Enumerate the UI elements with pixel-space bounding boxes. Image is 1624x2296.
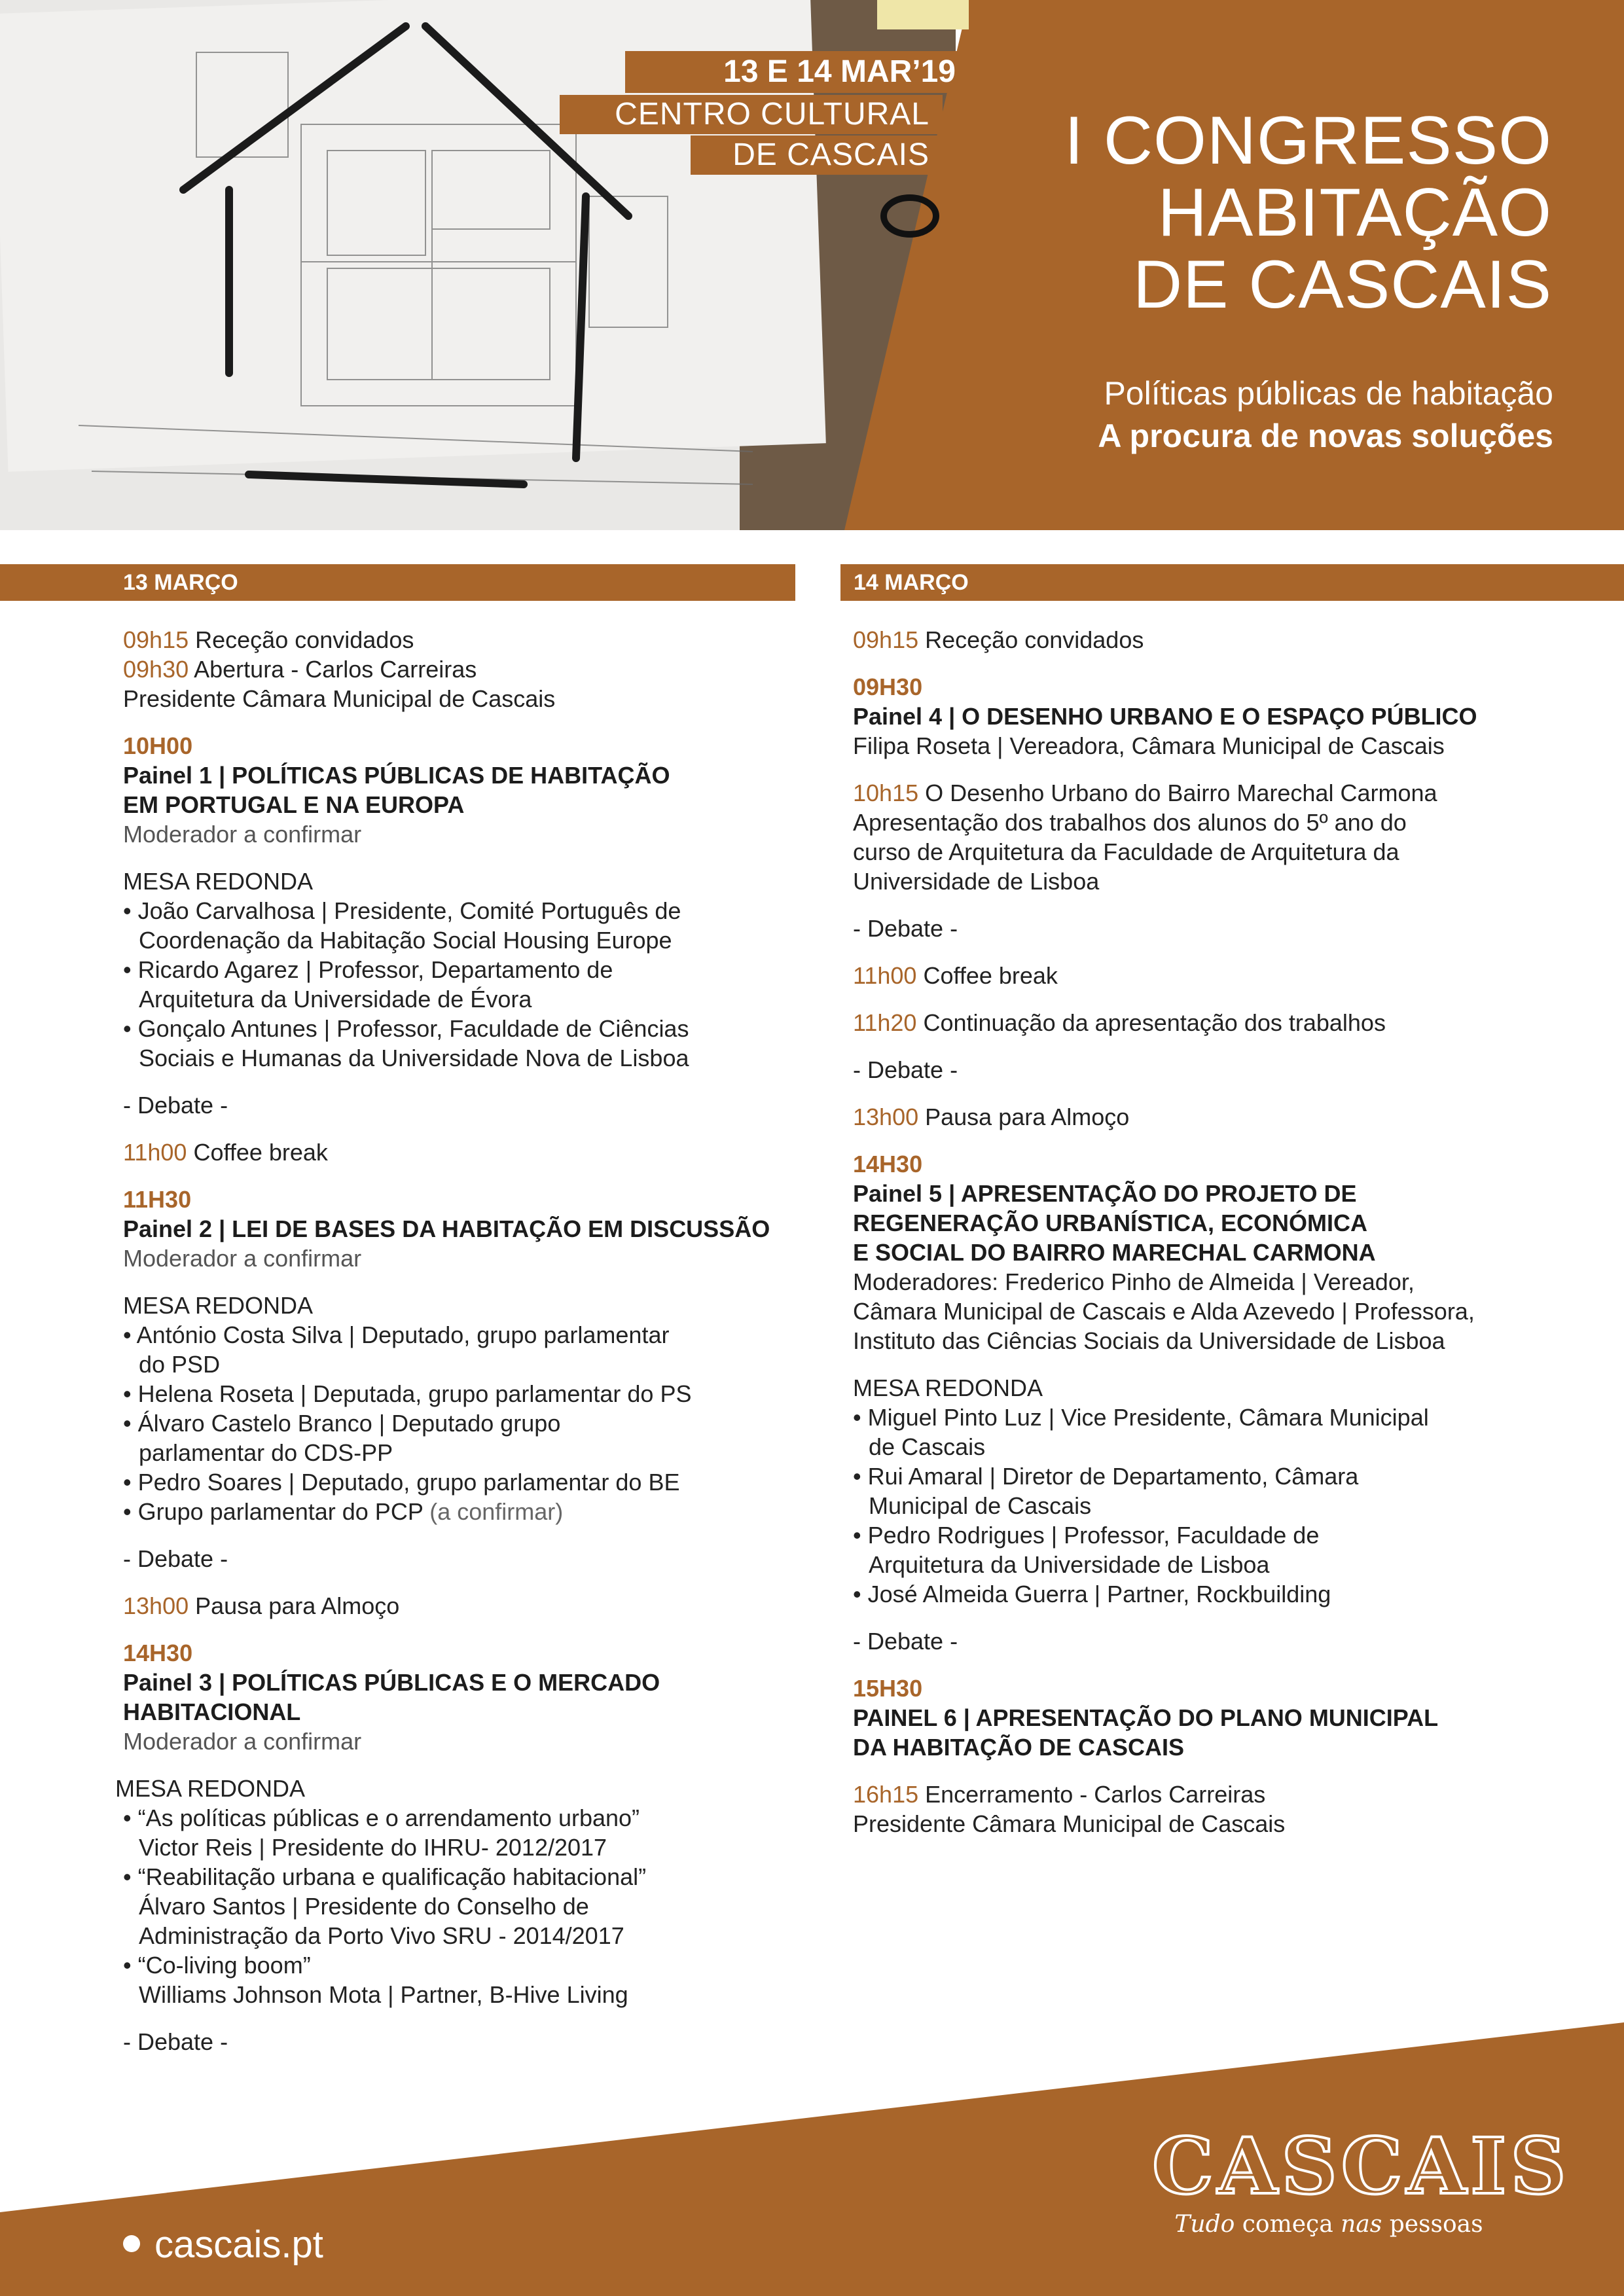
header-banner [0, 0, 1624, 530]
round-table-label: MESA REDONDA [853, 1374, 1043, 1401]
moderators: Moderadores: Frederico Pinho de Almeida | Vereador, [853, 1268, 1415, 1295]
speaker: • Ricardo Agarez | Professor, Departamento de [123, 956, 613, 983]
panel-title: EM PORTUGAL E NA EUROPA [123, 791, 465, 818]
round-table-label: MESA REDONDA [115, 1775, 306, 1802]
logo-slogan [1152, 2209, 1506, 2240]
item-text: Continuação da apresentação dos trabalhos [923, 1009, 1386, 1036]
panel-time: 09H30 [853, 673, 923, 700]
title-line-3: DE CASCAIS [1133, 247, 1552, 323]
schedule-item [853, 1008, 1586, 1037]
item-text: Coffee break [923, 962, 1058, 989]
tagline-text: A procura de novas soluções [1098, 418, 1553, 454]
speaker: • Pedro Rodrigues | Professor, Faculdade de [853, 1522, 1320, 1549]
round-table [115, 1774, 810, 2009]
day2-heading: 14 MARÇO [840, 564, 1624, 601]
panel-title: HABITACIONAL [123, 1698, 301, 1725]
day1-program [115, 625, 810, 2074]
speaker-detail: Sociais e Humanas da Universidade Nova de Lisboa [139, 1045, 689, 1071]
item-text: O Desenho Urbano do Bairro Marechal Carmona [925, 780, 1437, 806]
item-time: 09h30 [123, 656, 189, 683]
panel-time: 11H30 [123, 1186, 192, 1213]
website-text: cascais.pt [154, 2223, 323, 2266]
panel-title: Painel 5 | APRESENTAÇÃO DO PROJETO DE [853, 1180, 1357, 1207]
panel-time: 14H30 [853, 1151, 923, 1177]
panel-4 [853, 672, 1586, 761]
schedule-item [123, 655, 810, 713]
event-subtitle [899, 372, 1553, 457]
item-time: 11h20 [853, 1009, 917, 1036]
debate: - Debate - [853, 915, 958, 942]
item-subtext: curso de Arquitetura da Faculdade de Arquitetura da [853, 838, 1399, 865]
moderator: Moderador a confirmar [123, 821, 362, 848]
round-table-label: MESA REDONDA [123, 1292, 314, 1319]
speaker-detail: Coordenação da Habitação Social Housing Europe [139, 927, 672, 954]
debate: - Debate - [123, 1545, 228, 1572]
speaker-note: (a confirmar) [429, 1498, 564, 1525]
panel-2 [123, 1185, 810, 1273]
schedule-item [853, 1780, 1586, 1839]
round-table [123, 867, 810, 1073]
panel-title: DA HABITAÇÃO DE CASCAIS [853, 1734, 1185, 1761]
schedule-item [853, 778, 1586, 896]
item-time: 10h15 [853, 780, 919, 806]
speaker: • José Almeida Guerra | Partner, Rockbuilding [853, 1581, 1331, 1607]
day1-heading: 13 MARÇO [0, 564, 795, 601]
item-text: Coffee break [193, 1139, 328, 1166]
speaker: • Gonçalo Antunes | Professor, Faculdade de Ciências [123, 1015, 689, 1042]
schedule-item [853, 961, 1586, 990]
item-time: 11h00 [123, 1139, 187, 1166]
round-table-label: MESA REDONDA [123, 868, 314, 895]
moderator: Moderador a confirmar [123, 1728, 362, 1755]
speaker [123, 1497, 810, 1526]
sticky-note [877, 0, 969, 29]
speaker-detail: Álvaro Santos | Presidente do Conselho de [139, 1893, 589, 1920]
speaker: • “Reabilitação urbana e qualificação habitacional” [123, 1863, 647, 1890]
schedule-item [853, 625, 1586, 655]
speaker-detail: de Cascais [869, 1433, 986, 1460]
slogan-word: Tudo [1174, 2211, 1235, 2238]
slogan-word: começa [1242, 2211, 1333, 2238]
item-text: Abertura - Carlos Carreiras [194, 656, 477, 683]
speaker-name: • Grupo parlamentar do PCP [123, 1498, 424, 1525]
item-time: 09h15 [123, 626, 189, 653]
schedule-item [123, 1138, 810, 1167]
speaker-detail: do PSD [139, 1351, 221, 1378]
event-date: 13 E 14 MAR’19 [625, 51, 969, 93]
panel-time: 15H30 [853, 1675, 923, 1702]
item-time: 13h00 [853, 1103, 919, 1130]
panel-5 [853, 1149, 1586, 1355]
panel-subtext: Filipa Roseta | Vereadora, Câmara Municipal de Cascais [853, 732, 1445, 759]
panel-title: E SOCIAL DO BAIRRO MARECHAL CARMONA [853, 1239, 1376, 1266]
speaker-detail: parlamentar do CDS-PP [139, 1439, 393, 1466]
venue-line-1: CENTRO CULTURAL [560, 95, 943, 134]
speaker: • Rui Amaral | Diretor de Departamento, Câmara [853, 1463, 1359, 1490]
speaker-detail: Victor Reis | Presidente do IHRU- 2012/2017 [139, 1834, 607, 1861]
panel-title: PAINEL 6 | APRESENTAÇÃO DO PLANO MUNICIPAL [853, 1704, 1439, 1731]
panel-title: Painel 2 | LEI DE BASES DA HABITAÇÃO EM DISCUSSÃO [123, 1215, 770, 1242]
speaker: • Pedro Soares | Deputado, grupo parlamentar do BE [123, 1469, 680, 1496]
item-subtext: Apresentação dos trabalhos dos alunos do 5º ano do [853, 809, 1407, 836]
debate: - Debate - [853, 1628, 958, 1655]
item-text: Pausa para Almoço [195, 1592, 400, 1619]
speaker: • António Costa Silva | Deputado, grupo parlamentar [123, 1321, 670, 1348]
round-table [853, 1373, 1586, 1609]
panel-6 [853, 1674, 1586, 1762]
speaker: • Álvaro Castelo Branco | Deputado grupo [123, 1410, 561, 1437]
moderators: Instituto das Ciências Sociais da Universidade de Lisboa [853, 1327, 1445, 1354]
panel-title: REGENERAÇÃO URBANÍSTICA, ECONÓMICA [853, 1210, 1368, 1236]
subtitle-text: Políticas públicas de habitação [1104, 375, 1553, 412]
website-link[interactable] [123, 2222, 323, 2268]
schedule-item [853, 1102, 1586, 1132]
event-title [897, 105, 1552, 321]
speaker-detail: Arquitetura da Universidade de Évora [139, 986, 532, 1013]
moderators: Câmara Municipal de Cascais e Alda Azevedo | Professora, [853, 1298, 1475, 1325]
item-text: Pausa para Almoço [925, 1103, 1130, 1130]
speaker-detail: Municipal de Cascais [869, 1492, 1092, 1519]
cascais-logo [1152, 2121, 1570, 2240]
title-line-1: I CONGRESSO [1064, 103, 1552, 179]
debate: - Debate - [123, 2028, 228, 2055]
speaker: • “Co-living boom” [123, 1952, 311, 1979]
item-time: 16h15 [853, 1781, 919, 1808]
logo-wordmark: CASCAIS [1152, 2121, 1570, 2212]
panel-3 [123, 1638, 810, 1756]
item-time: 09h15 [853, 626, 919, 653]
bullet-dot-icon [123, 2235, 140, 2252]
panel-time: 14H30 [123, 1640, 193, 1666]
speaker: • Helena Roseta | Deputada, grupo parlamentar do PS [123, 1380, 692, 1407]
speaker: • Miguel Pinto Luz | Vice Presidente, Câmara Municipal [853, 1404, 1429, 1431]
slogan-word: nas [1341, 2211, 1382, 2238]
panel-1 [123, 731, 810, 849]
speaker: • “As políticas públicas e o arrendamento urbano” [123, 1804, 640, 1831]
slogan-word: pessoas [1389, 2211, 1483, 2238]
item-text: Receção convidados [195, 626, 414, 653]
moderator: Moderador a confirmar [123, 1245, 362, 1272]
speaker-detail: Administração da Porto Vivo SRU - 2014/2017 [139, 1922, 624, 1949]
item-text: Receção convidados [925, 626, 1144, 653]
speaker-detail: Williams Johnson Mota | Partner, B-Hive Living [139, 1981, 628, 2008]
panel-title: Painel 1 | POLÍTICAS PÚBLICAS DE HABITAÇÃO [123, 762, 670, 789]
debate: - Debate - [853, 1056, 958, 1083]
panel-title: Painel 3 | POLÍTICAS PÚBLICAS E O MERCADO [123, 1669, 660, 1696]
schedule-item [123, 1591, 810, 1621]
day2-program [853, 625, 1586, 1856]
speaker: • João Carvalhosa | Presidente, Comité Português de [123, 897, 681, 924]
panel-title: Painel 4 | O DESENHO URBANO E O ESPAÇO PÚBLICO [853, 703, 1477, 730]
title-line-2: HABITAÇÃO [1157, 175, 1552, 251]
item-time: 13h00 [123, 1592, 189, 1619]
item-subtext: Presidente Câmara Municipal de Cascais [853, 1810, 1286, 1837]
round-table [123, 1291, 810, 1526]
schedule-item [123, 625, 810, 655]
item-text: Encerramento - Carlos Carreiras [925, 1781, 1266, 1808]
speaker-detail: Arquitetura da Universidade de Lisboa [869, 1551, 1270, 1578]
item-subtext: Presidente Câmara Municipal de Cascais [123, 685, 556, 712]
debate: - Debate - [123, 1092, 228, 1119]
panel-time: 10H00 [123, 732, 193, 759]
item-time: 11h00 [853, 962, 917, 989]
venue-line-2: DE CASCAIS [691, 135, 943, 175]
item-subtext: Universidade de Lisboa [853, 868, 1100, 895]
